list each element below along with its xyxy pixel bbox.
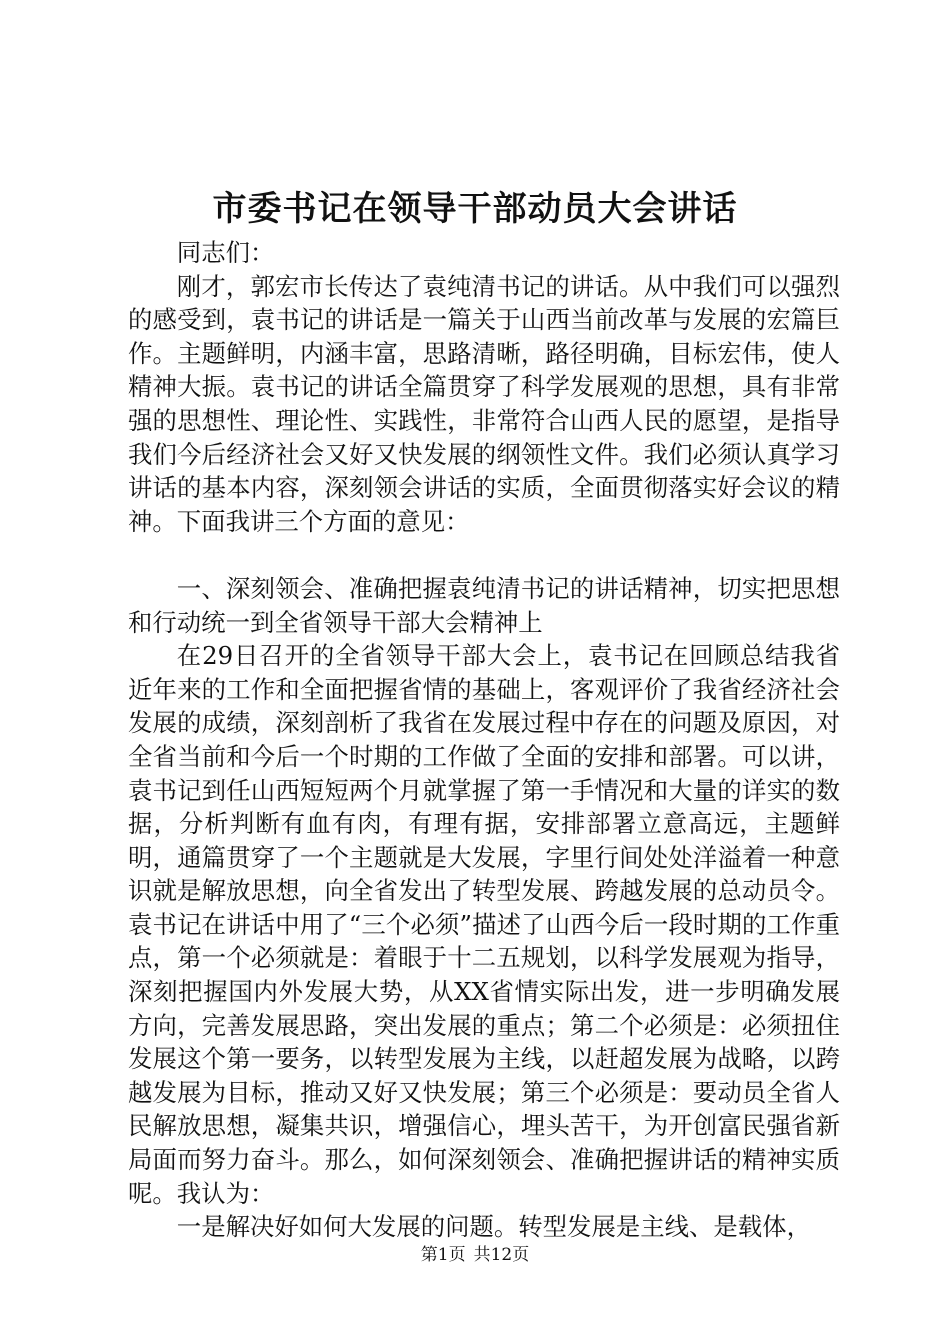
page-footer: [0, 1243, 950, 1267]
paragraph-point-one: 一是解决好如何大发展的问题。转型发展是主线、是载体，: [176, 1212, 811, 1242]
page-total: 共12页: [473, 1245, 530, 1265]
salutation: 同志们：: [176, 238, 275, 267]
paragraph-intro: 刚才，郭宏市长传达了袁纯清书记的讲话。从中我们可以强烈的感受到，袁书记的讲话是一篇关于山西当前改革与发展的宏篇巨作。主题鲜明，内涵丰富，思路清晰，路径明确，目标宏伟，使人精神大振。袁书记的讲话全篇贯穿了科学发展观的思想，具有非常强的思想性、理论性、实践性，非常符合山西人民的愿望，是指导我们今后经济社会又好又快发展的纲领性文件。我们必须认真学习讲话的基本内容，深刻领会讲话的实质，全面贯彻落实好会议的精神。下面我讲三个方面的意见：: [128, 271, 840, 536]
page-number: 第1页: [420, 1245, 466, 1265]
blank-line: [128, 538, 840, 572]
document-body: [128, 236, 840, 1244]
document-title: 市委书记在领导干部动员大会讲话: [212, 189, 738, 229]
paragraph-section-one: 在29日召开的全省领导干部大会上，袁书记在回顾总结我省近年来的工作和全面把握省情的基础上，客观评价了我省经济社会发展的成绩，深刻剖析了我省在发展过程中存在的问题及原因，对全省当前和今后一个时期的工作做了全面的安排和部署。可以讲，袁书记到任山西短短两个月就掌握了第一手情况和大量的详实的数据，分析判断有血有肉，有理有据，安排部署立意高远，主题鲜明，通篇贯穿了一个主题就是大发展，字里行间处处洋溢着一种意识就是解放思想，向全省发出了转型发展、跨越发展的总动员令。袁书记在讲话中用了“三个必须”描述了山西今后一段时期的工作重点，第一个必须就是：着眼于十二五规划，以科学发展观为指导，深刻把握国内外发展大势，从XX省情实际出发，进一步明确发展方向，完善发展思路，突出发展的重点；第二个必须是：必须扭住发展这个第一要务，以转型发展为主线，以赶超发展为战略，以跨越发展为目标，推动又好又快发展；第三个必须是：要动员全省人民解放思想，凝集共识，增强信心，埋头苦干，为开创富民强省新局面而努力奋斗。那么，如何深刻领会、准确把握讲话的精神实质呢。我认为：: [128, 641, 840, 1208]
section-heading-one: 一、深刻领会、准确把握袁纯清书记的讲话精神，切实把思想和行动统一到全省领导干部大会精神上: [128, 573, 840, 637]
